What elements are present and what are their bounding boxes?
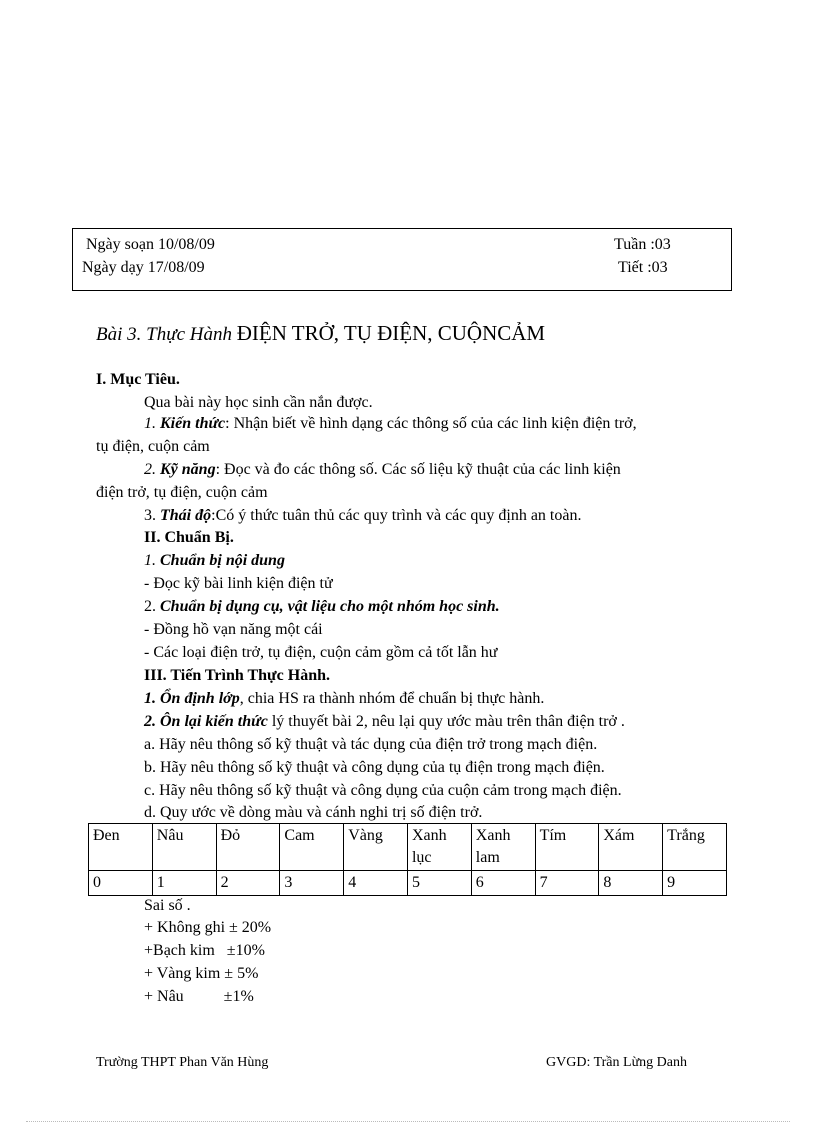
objective-skill: 2. Kỹ năng: Đọc và đo các thông số. Các số liệu kỹ thuật của các linh kiện bbox=[144, 461, 621, 478]
step-1: 1. Ổn định lớp, chia HS ra thành nhóm để chuẩn bị thực hành. bbox=[144, 690, 545, 707]
question-d: d. Quy ước về dòng màu và cánh nghi trị số điện trở. bbox=[144, 804, 483, 821]
period-label: Tiết :03 bbox=[618, 259, 668, 276]
value-row bbox=[89, 871, 727, 896]
prep-content: 1. Chuẩn bị nội dung bbox=[144, 552, 285, 569]
objective-attitude: 3. Thái độ:Có ý thức tuân thủ các quy trình và các quy định an toàn. bbox=[144, 507, 582, 524]
value-cell: 5 bbox=[407, 871, 471, 896]
week-label: Tuần :03 bbox=[614, 236, 671, 253]
color-cell: Xanh lam bbox=[471, 824, 535, 871]
tolerance-item: +Bạch kim ±10% bbox=[144, 942, 265, 959]
value-cell: 4 bbox=[344, 871, 408, 896]
objective-knowledge-cont: tụ điện, cuộn cảm bbox=[96, 438, 210, 455]
tolerance-heading: Sai số . bbox=[144, 897, 191, 914]
lesson-title-main: ĐIỆN TRỞ, TỤ ĐIỆN, CUỘNCẢM bbox=[236, 321, 546, 345]
prep-tools-item-1: - Đồng hồ vạn năng một cái bbox=[144, 621, 323, 638]
objective-skill-cont: điện trở, tụ điện, cuộn cảm bbox=[96, 484, 268, 501]
prep-tools-item-2: - Các loại điện trở, tụ điện, cuộn cảm gồm cả tốt lẫn hư bbox=[144, 644, 498, 661]
question-b: b. Hãy nêu thông số kỹ thuật và công dụng của tụ điện trong mạch điện. bbox=[144, 759, 605, 776]
value-cell: 2 bbox=[216, 871, 280, 896]
color-cell: Đỏ bbox=[216, 824, 280, 871]
color-code-table bbox=[88, 823, 727, 896]
teach-date: Ngày dạy 17/08/09 bbox=[82, 259, 205, 276]
color-cell: Trắng bbox=[663, 824, 727, 871]
section-3-heading: III. Tiến Trình Thực Hành. bbox=[144, 667, 330, 684]
color-cell: Nâu bbox=[152, 824, 216, 871]
question-a: a. Hãy nêu thông số kỹ thuật và tác dụng của điện trở trong mạch điện. bbox=[144, 736, 598, 753]
prep-tools: 2. Chuẩn bị dụng cụ, vật liệu cho một nhóm học sinh. bbox=[144, 598, 500, 615]
section-1-heading: I. Mục Tiêu. bbox=[96, 371, 180, 388]
value-cell: 8 bbox=[599, 871, 663, 896]
color-cell: Đen bbox=[89, 824, 153, 871]
lesson-title bbox=[96, 321, 545, 346]
prep-content-text: - Đọc kỹ bài linh kiện điện tử bbox=[144, 575, 333, 592]
color-cell: Xám bbox=[599, 824, 663, 871]
value-cell: 1 bbox=[152, 871, 216, 896]
color-cell: Cam bbox=[280, 824, 344, 871]
color-row bbox=[89, 824, 727, 871]
footer-school: Trường THPT Phan Văn Hùng bbox=[96, 1055, 269, 1070]
prep-date: Ngày soạn 10/08/09 bbox=[86, 236, 215, 253]
value-cell: 0 bbox=[89, 871, 153, 896]
color-cell: Vàng bbox=[344, 824, 408, 871]
value-cell: 7 bbox=[535, 871, 599, 896]
lesson-title-prefix: Bài 3. Thực Hành bbox=[96, 324, 237, 345]
page-bottom-border bbox=[26, 1121, 790, 1122]
section-1-intro: Qua bài này học sinh cần nắn được. bbox=[144, 394, 373, 411]
color-cell: Tím bbox=[535, 824, 599, 871]
tolerance-item: + Vàng kim ± 5% bbox=[144, 965, 259, 982]
tolerance-item: + Không ghi ± 20% bbox=[144, 919, 272, 936]
step-2: 2. Ôn lại kiến thức lý thuyết bài 2, nêu lại quy ước màu trên thân điện trở . bbox=[144, 713, 625, 730]
footer-teacher: GVGD: Trần Lừng Danh bbox=[546, 1055, 687, 1070]
value-cell: 9 bbox=[663, 871, 727, 896]
tolerance-item: + Nâu ±1% bbox=[144, 988, 254, 1005]
question-c: c. Hãy nêu thông số kỹ thuật và công dụng của cuộn cảm trong mạch điện. bbox=[144, 782, 622, 799]
color-cell: Xanh lục bbox=[407, 824, 471, 871]
section-2-heading: II. Chuẩn Bị. bbox=[144, 529, 234, 546]
objective-knowledge: 1. Kiến thức: Nhận biết về hình dạng các thông số của các linh kiện điện trở, bbox=[144, 415, 637, 432]
value-cell: 6 bbox=[471, 871, 535, 896]
value-cell: 3 bbox=[280, 871, 344, 896]
